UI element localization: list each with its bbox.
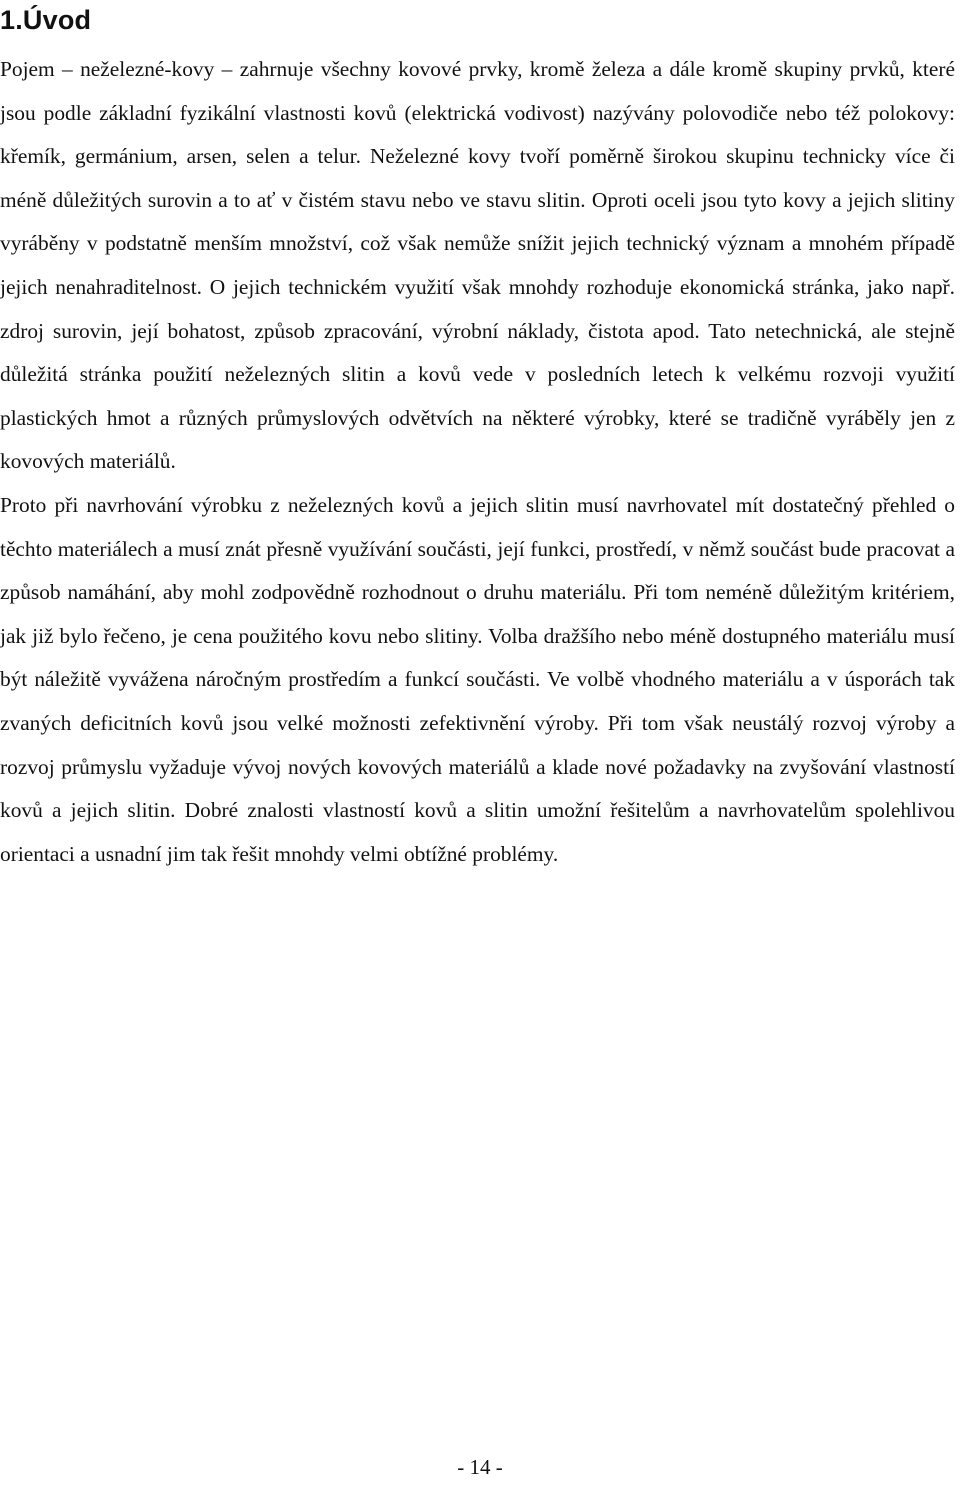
section-heading: 1.Úvod — [0, 5, 92, 35]
body-text — [0, 48, 955, 876]
paragraph-design: Proto při navrhování výrobku z neželezných kovů a jejich slitin musí navrhovatel mít dostatečný přehled o těchto materiálech a musí znát přesně využívání součásti, její funkci, prostředí, v němž součást bude pracovat a způsob namáhání, aby mohl zodpovědně rozhodnout o druhu materiálu. Při tom neméně důležitým kritériem, jak již bylo řečeno, je cena použitého kovu nebo slitiny. Volba dražšího nebo méně dostupného materiálu musí být náležitě vyvážena náročným prostředím a funkcí součásti. Ve volbě vhodného materiálu a v úsporách tak zvaných deficitních kovů jsou velké možnosti zefektivnění výroby. Při tom však neustálý rozvoj výroby a rozvoj průmyslu vyžaduje vývoj nových kovových materiálů a klade nové požadavky na zvyšování vlastností kovů a jejich slitin. Dobré znalosti vlastností kovů a slitin umožní řešitelům a navrhovatelům spolehlivou orientaci a usnadní jim tak řešit mnohdy velmi obtížné problémy. — [0, 492, 955, 866]
paragraph-intro: Pojem – neželezné-kovy – zahrnuje všechny kovové prvky, kromě železa a dále kromě skupiny prvků, které jsou podle základní fyzikální vlastnosti kovů (elektrická vodivost) nazývány polovodiče nebo též polokovy: křemík, germánium, arsen, selen a telur. Neželezné kovy tvoří poměrně širokou skupinu technicky více či méně důležitých surovin a to ať v čistém stavu nebo ve stavu slitin. Oproti oceli jsou tyto kovy a jejich slitiny vyráběny v podstatně menším množství, což však nemůže snížit jejich technický význam a mnohém případě jejich nenahraditelnost. O jejich technickém využití však mnohdy rozhoduje ekonomická stránka, jako např. zdroj surovin, její bohatost, způsob zpracování, výrobní náklady, čistota apod. Tato netechnická, ale stejně důležitá stránka použití neželezných slitin a kovů vede v posledních letech k velkému rozvoji využití plastických hmot a různých průmyslových odvětvích na některé výrobky, které se tradičně vyráběly jen z kovových materiálů. — [0, 57, 955, 474]
page-number: - 14 - — [457, 1455, 503, 1479]
